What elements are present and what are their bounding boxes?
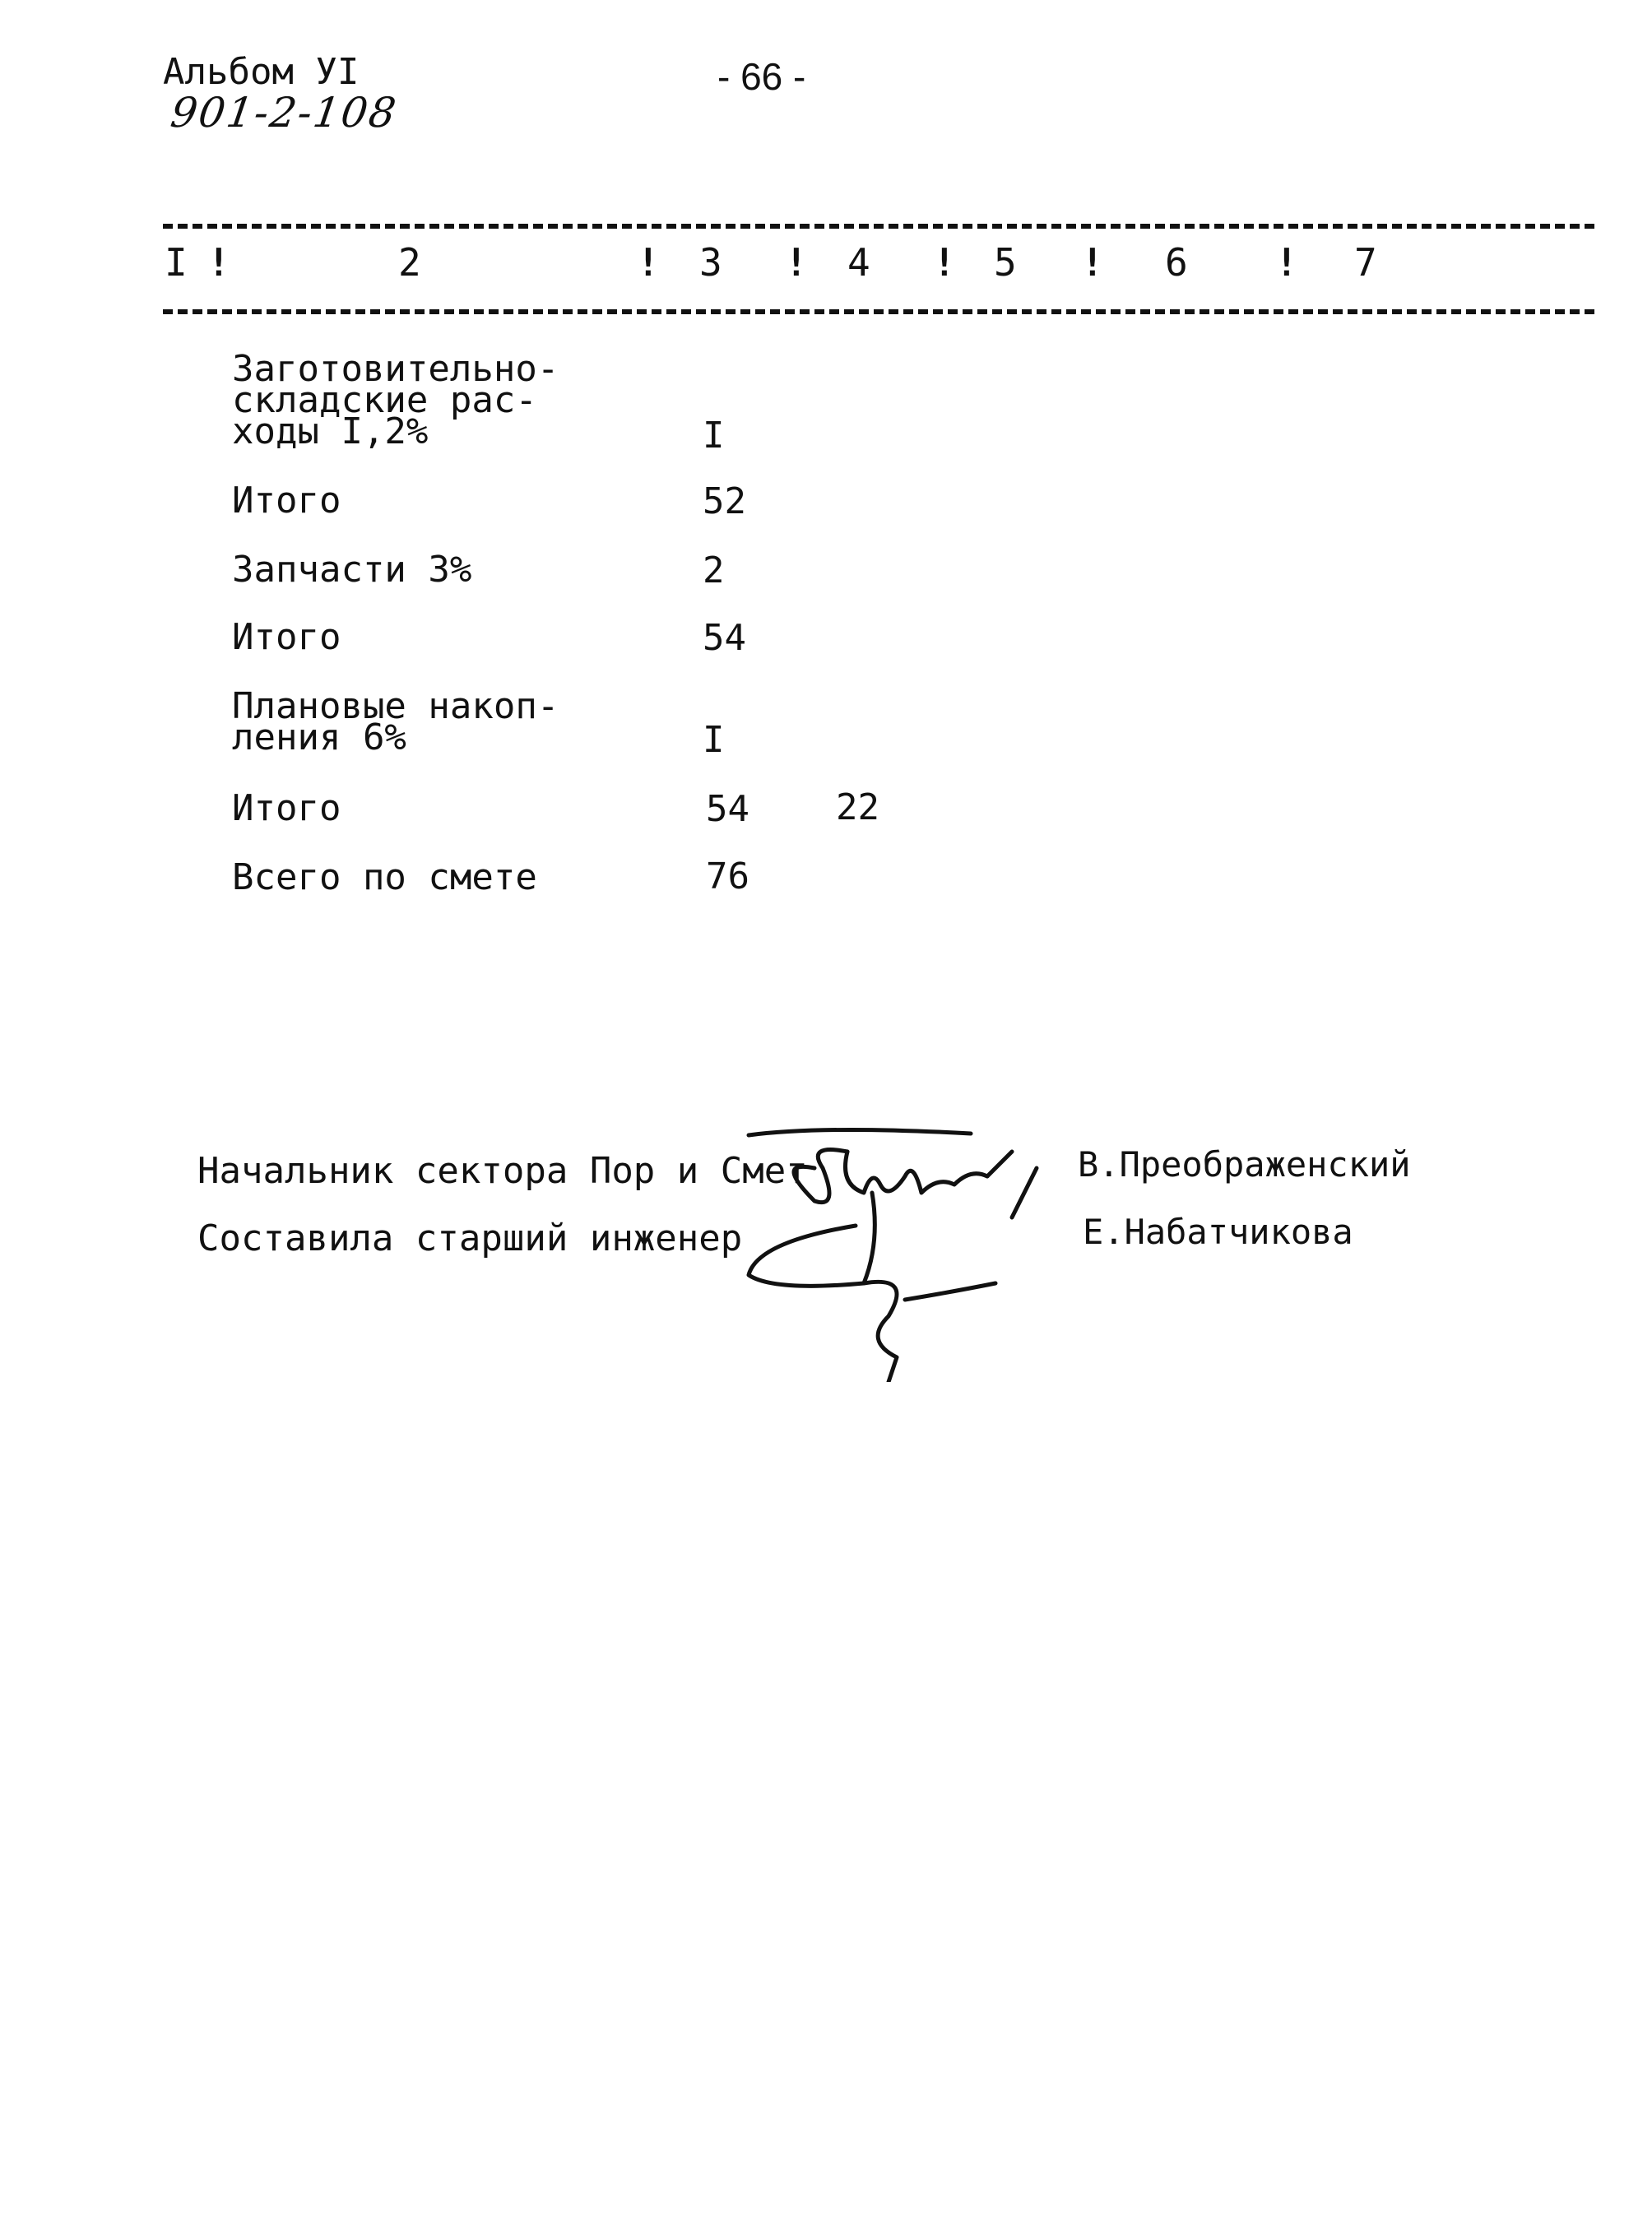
row-label: Плановые накоп- ления 6% — [232, 685, 559, 758]
row-label: Итого — [232, 616, 341, 658]
row-value-col3: 54 — [703, 617, 746, 659]
column-header-5: 5 — [994, 240, 1017, 285]
project-code: 901-2-108 — [167, 89, 401, 137]
column-header-6: 6 — [1165, 240, 1188, 285]
album-label: Альбом УI — [163, 51, 360, 93]
row-value-col3: 2 — [703, 549, 725, 591]
column-separator: ! — [785, 240, 808, 285]
signer-role: Составила старший инженер — [197, 1217, 743, 1259]
signer-name: В.Преображенский — [1078, 1144, 1411, 1185]
column-separator: ! — [1275, 240, 1298, 285]
column-header-1: I — [165, 240, 188, 285]
row-value-col3: I — [703, 415, 725, 457]
row-label: Заготовительно- складские рас- ходы I,2% — [232, 348, 559, 452]
column-separator: ! — [933, 240, 956, 285]
column-header-2: 2 — [398, 240, 421, 285]
column-header-4: 4 — [847, 240, 870, 285]
row-label: Итого — [232, 480, 341, 522]
column-header-3: 3 — [699, 240, 722, 285]
row-label: Всего по смете — [232, 856, 537, 898]
column-separator: ! — [207, 240, 230, 285]
signer-role: Начальник сектора Пор и Смет — [197, 1150, 808, 1192]
row-label: Запчасти 3% — [232, 549, 472, 591]
row-value-col3: I — [703, 719, 725, 761]
page-number: - 66 - — [717, 55, 806, 98]
row-value-col4: 22 — [836, 786, 879, 828]
row-value-col3: 76 — [706, 856, 749, 897]
row-value-col3: 52 — [703, 480, 746, 522]
row-label: Итого — [232, 787, 341, 829]
signer-name: Е.Набатчикова — [1083, 1212, 1353, 1252]
column-separator: ! — [1081, 240, 1104, 285]
table-rule-bottom — [163, 309, 1594, 314]
table-rule-top — [163, 224, 1594, 229]
column-header-7: 7 — [1354, 240, 1377, 285]
column-separator: ! — [637, 240, 660, 285]
handwritten-signature — [724, 1119, 1070, 1382]
row-value-col3: 54 — [706, 788, 749, 830]
